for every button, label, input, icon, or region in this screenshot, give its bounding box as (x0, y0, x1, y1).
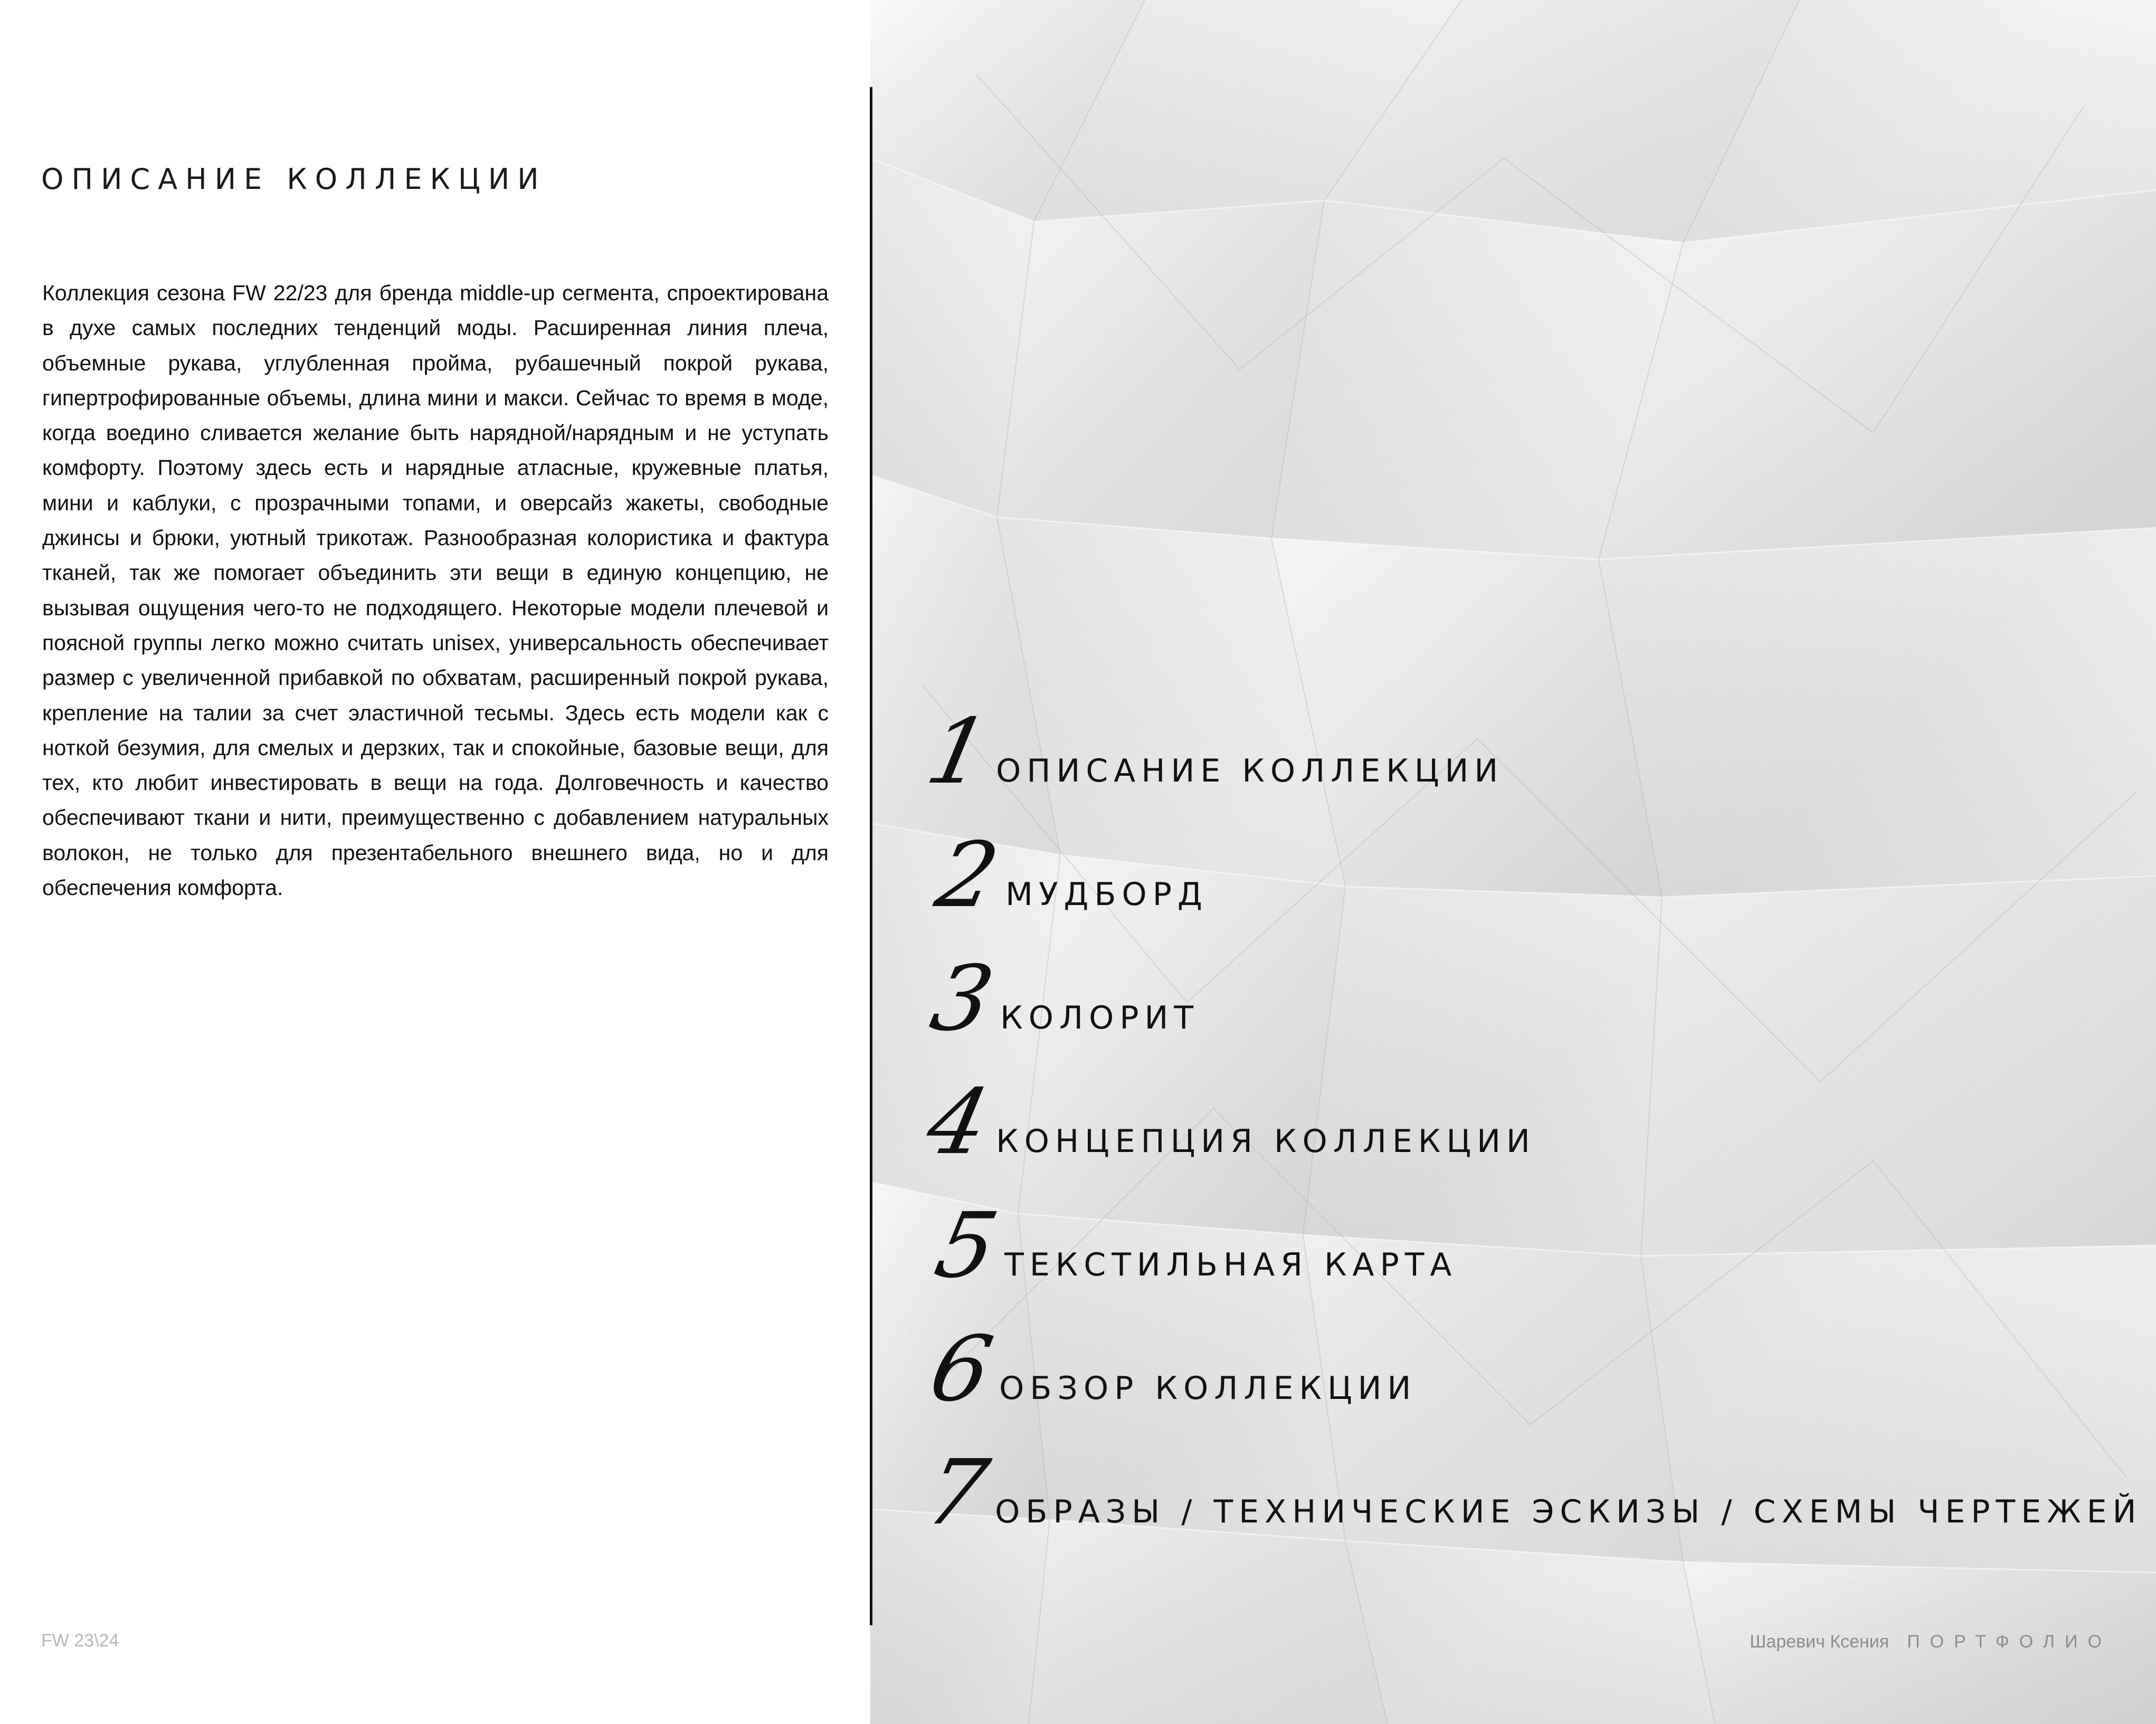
toc-label: ТЕКСТИЛЬНАЯ КАРТА (1004, 1246, 1458, 1283)
toc-label: МУДБОРД (1005, 876, 1208, 913)
toc-label: КОЛОРИТ (1000, 999, 1200, 1036)
portfolio-footer (1750, 1632, 2112, 1652)
toc-label: КОНЦЕПЦИЯ КОЛЛЕКЦИИ (996, 1123, 1536, 1160)
toc-number: 2 (927, 823, 1008, 928)
portfolio-label: ПОРТФОЛИО (1907, 1632, 2112, 1652)
left-page (0, 0, 870, 1724)
author-name: Шаревич Ксения (1750, 1632, 1889, 1652)
season-footer: FW 23\24 (41, 1631, 119, 1651)
toc-label: ОБЗОР КОЛЛЕКЦИИ (999, 1370, 1417, 1407)
toc-item[interactable] (922, 947, 1200, 1051)
toc-item[interactable] (927, 823, 1208, 928)
toc-item[interactable] (926, 1194, 1458, 1298)
toc-number: 6 (921, 1317, 1001, 1422)
table-of-contents (870, 0, 2156, 1724)
toc-number: 3 (922, 947, 1002, 1051)
toc-item[interactable] (917, 1441, 2142, 1545)
toc-number: 4 (918, 1070, 998, 1175)
collection-description: Коллекция сезона FW 22/23 для бренда middle-up сегмента, спроектирована в духе самых последних тенденций моды. Расширенная линия плеча, объемные рукава, углубленная пройма, рубашечный покрой рукава, гипертрофированные объемы, длина мини и макси. Сейчас то время в моде, когда воедино сливается желание быть нарядной/нарядным и не уступать комфорту. Поэтому здесь есть и нарядные атласные, кружевные платья, мини и каблуки, с прозрачными топами, и оверсайз жакеты, свободные джинсы и брюки, уютный трикотаж. Разнообразная колористика и фактура тканей, так же помогает объединить эти вещи в единую концепцию, не вызывая ощущения чего-то не подходящего. Некоторые модели плечевой и поясной группы легко можно считать unisex, универсальность обеспечивает размер с увеличенной прибавкой по обхватам, расширенный покрой рукава, крепление на талии за счет эластичной тесьмы. Здесь есть модели как с ноткой безумия, для смелых и дерзких, так и спокойные, базовые вещи, для тех, кто любит инвестировать в вещи на года. Долговечность и качество обеспечивают ткани и нити, преимущественно с добавлением натуральных волокон, не только для презентабельного внешнего вида, но и для обеспечения комфорта. (42, 281, 829, 900)
toc-item[interactable] (918, 1070, 1536, 1175)
toc-number: 7 (917, 1441, 997, 1545)
section-heading: ОПИСАНИЕ КОЛЛЕКЦИИ (41, 163, 547, 196)
toc-item[interactable] (921, 1317, 1417, 1422)
toc-label: ОБРАЗЫ / ТЕХНИЧЕСКИЕ ЭСКИЗЫ / СХЕМЫ ЧЕРТЕЖЕЙ (995, 1493, 2142, 1530)
toc-number: 5 (926, 1194, 1006, 1298)
toc-label: ОПИСАНИЕ КОЛЛЕКЦИИ (996, 753, 1504, 789)
toc-item[interactable] (918, 700, 1504, 804)
right-page (870, 0, 2156, 1724)
toc-number: 1 (918, 700, 998, 804)
page-divider (870, 87, 872, 1625)
